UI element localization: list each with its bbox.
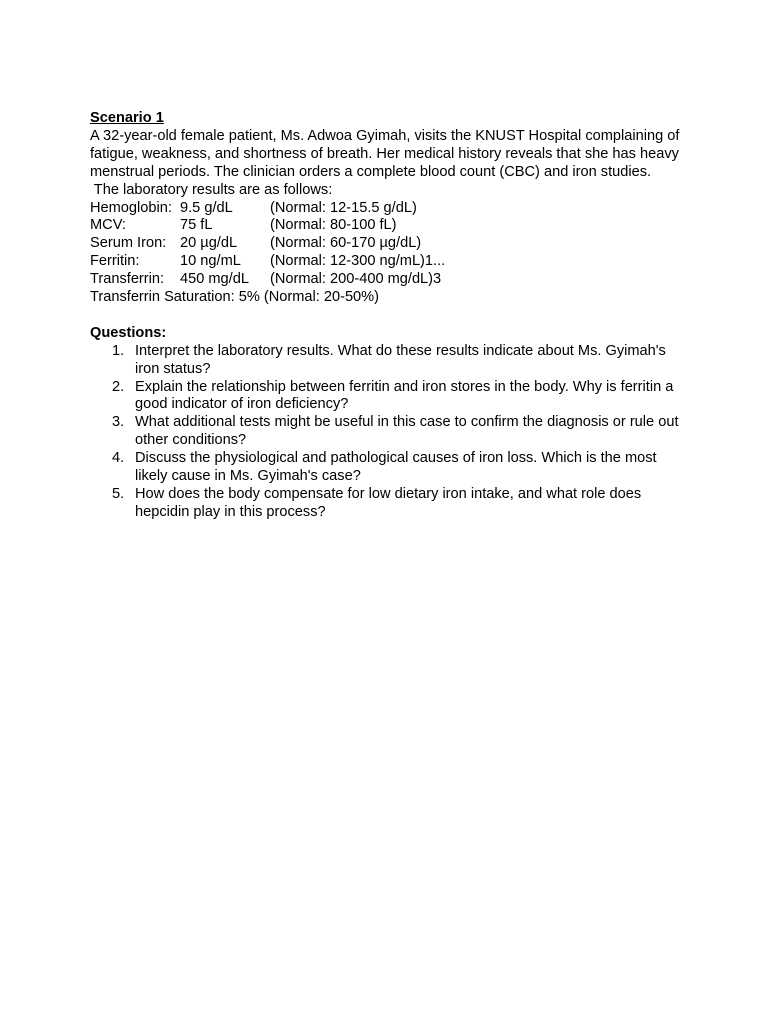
- blank-line: [90, 307, 690, 325]
- question-item: [90, 379, 690, 415]
- lab-name: Ferritin:: [90, 253, 140, 270]
- lab-row: [90, 271, 445, 289]
- lab-name: Hemoglobin:: [90, 199, 172, 216]
- lab-normal: (Normal: 200-400 mg/dL)3: [270, 271, 442, 288]
- question-number: 5.: [112, 486, 125, 503]
- document-page: [90, 110, 690, 522]
- lab-row: [90, 200, 445, 218]
- question-number: 2.: [112, 378, 125, 395]
- lab-row: [90, 253, 445, 271]
- lab-value: 20 µg/dL: [180, 235, 238, 252]
- scenario-intro: A 32-year-old female patient, Ms. Adwoa Gyimah, visits the KNUST Hospital complaining of fatigue, weakness, and shortness of breath. Her medical history reveals that she has heavy menstrual periods. The clinician orders a complete blood count (CBC) and iron studies.: [90, 127, 680, 180]
- lab-name: MCV:: [90, 217, 126, 234]
- question-item: [90, 414, 690, 450]
- lab-intro: The laboratory results are as follows:: [90, 181, 333, 198]
- lab-name: Transferrin:: [90, 271, 165, 288]
- lab-normal: (Normal: 12-15.5 g/dL): [270, 199, 417, 216]
- question-item: [90, 450, 690, 486]
- lab-row: [90, 217, 445, 235]
- lab-name: Serum Iron:: [90, 235, 167, 252]
- questions-list: [90, 343, 690, 522]
- question-number: 1.: [112, 342, 125, 359]
- question-text: Interpret the laboratory results. What do these results indicate about Ms. Gyimah's iron status?: [135, 342, 666, 377]
- lab-value: 9.5 g/dL: [180, 199, 233, 216]
- question-item: [90, 343, 690, 379]
- questions-heading: Questions:: [90, 324, 167, 341]
- lab-value: 10 ng/mL: [180, 253, 241, 270]
- lab-normal: (Normal: 80-100 fL): [270, 217, 397, 234]
- question-number: 3.: [112, 414, 125, 431]
- question-text: Explain the relationship between ferritin and iron stores in the body. Why is ferritin a good indicator of iron deficiency?: [135, 378, 674, 413]
- lab-results-table: [90, 200, 445, 290]
- question-number: 4.: [112, 450, 125, 467]
- transferrin-saturation-line: Transferrin Saturation: 5% (Normal: 20-50%): [90, 289, 380, 306]
- question-text: What additional tests might be useful in this case to confirm the diagnosis or rule out other conditions?: [135, 414, 679, 449]
- question-text: Discuss the physiological and pathological causes of iron loss. Which is the most likely cause in Ms. Gyimah's case?: [135, 450, 657, 485]
- scenario-title: Scenario 1: [90, 110, 164, 126]
- lab-row: [90, 235, 445, 253]
- lab-value: 450 mg/dL: [180, 271, 249, 288]
- lab-value: 75 fL: [180, 217, 213, 234]
- lab-normal: (Normal: 60-170 µg/dL): [270, 235, 422, 252]
- question-item: [90, 486, 690, 522]
- question-text: How does the body compensate for low dietary iron intake, and what role does hepcidin play in this process?: [135, 486, 642, 520]
- lab-normal: (Normal: 12-300 ng/mL)1...: [270, 253, 446, 270]
